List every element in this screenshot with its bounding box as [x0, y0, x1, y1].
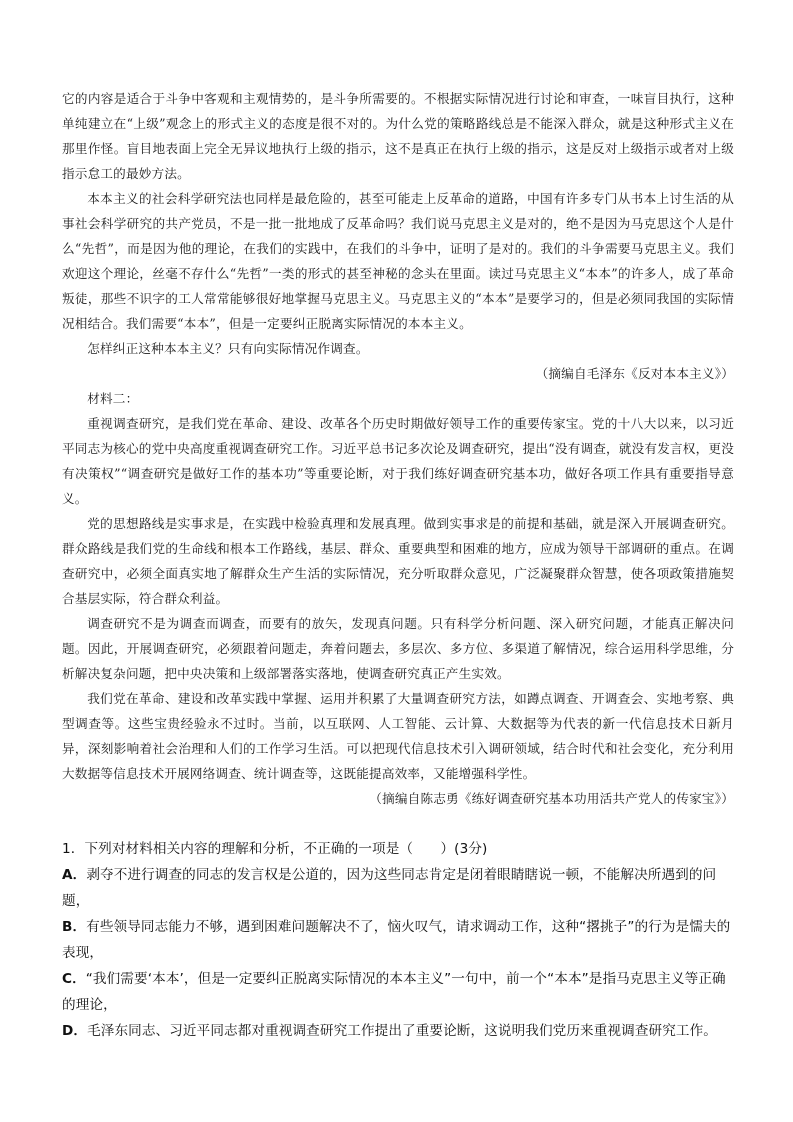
reading-passage: [62, 86, 734, 811]
option-c-key: C．: [62, 971, 86, 987]
option-d: [62, 1018, 738, 1044]
option-a: [62, 862, 738, 914]
option-a-key: A．: [62, 867, 87, 883]
question-stem: 1．下列对材料相关内容的理解和分析，不正确的一项是（ ）(3分): [62, 841, 488, 857]
material2-label: 材料二：: [87, 391, 139, 406]
material2-paragraph-1: 重视调查研究，是我们党在革命、建设、改革各个历史时期做好领导工作的重要传家宝。党的十八大以来，以习近平同志为核心的党中央高度重视调查研究工作。习近平总书记多次论及调查研究，提出“没有调查，就没有发言权，更没有决策权”“调查研究是做好工作的基本功”等重要论断，对于我们练好调查研究基本功，做好各项工作具有重要指导意义。: [62, 416, 734, 506]
option-a-text: 剥夺不进行调查的同志的发言权是公道的，因为这些同志肯定是闭着眼睛瞎说一顿，不能解决所遇到的问题，: [62, 867, 717, 909]
option-d-text: 毛泽东同志、习近平同志都对重视调查研究工作提出了重要论断，这说明我们党历来重视调查研究工作。: [87, 1023, 717, 1039]
question-block: [62, 836, 738, 1044]
material2-paragraph-3: 调查研究不是为调查而调查，而要有的放矢，发现真问题。只有科学分析问题、深入研究问题，才能真正解决问题。因此，开展调查研究，必须跟着问题走，奔着问题去，多层次、多方位、多渠道了解情况，综合运用科学思维，分析解决复杂问题，把中央决策和上级部署落实落地，使调查研究真正产生实效。: [62, 616, 734, 681]
option-c: [62, 966, 738, 1018]
material2-source: （摘编自陈志勇《练好调查研究基本功用活共产党人的传家宝》）: [369, 791, 734, 806]
option-b-text: 有些领导同志能力不够，遇到困难问题解决不了，恼火叹气，请求调动工作，这种“撂挑子”的行为是懦夫的表现，: [62, 919, 731, 961]
option-b: [62, 914, 738, 966]
option-c-text: “我们需要‘本本’，但是一定要纠正脱离实际情况的本本主义”一句中，前一个“本本”是指马克思主义等正确的理论，: [62, 971, 726, 1013]
option-b-key: B．: [62, 919, 87, 935]
material2-paragraph-4: 我们党在革命、建设和改革实践中掌握、运用并积累了大量调查研究方法，如蹲点调查、开调查会、实地考察、典型调查等。这些宝贵经验永不过时。当前，以互联网、人工智能、云计算、大数据等为代表的新一代信息技术日新月异，深刻影响着社会治理和人们的工作学习生活。可以把现代信息技术引入调研领域，结合时代和社会变化，充分利用大数据等信息技术开展网络调查、统计调查等，这既能提高效率，又能增强科学性。: [62, 691, 734, 781]
material1-source: （摘编自毛泽东《反对本本主义》）: [535, 366, 734, 381]
material2-paragraph-2: 党的思想路线是实事求是，在实践中检验真理和发展真理。做到实事求是的前提和基础，就是深入开展调查研究。群众路线是我们党的生命线和根本工作路线，基层、群众、重要典型和困难的地方，应成为领导干部调研的重点。在调查研究中，必须全面真实地了解群众生产生活的实际情况，充分听取群众意见，广泛凝聚群众智慧，使各项政策措施契合基层实际，符合群众利益。: [62, 516, 734, 606]
option-d-key: D．: [62, 1023, 88, 1039]
material1-paragraph-2: 本本主义的社会科学研究法也同样是最危险的，甚至可能走上反革命的道路，中国有许多专门从书本上讨生活的从事社会科学研究的共产党员，不是一批一批地成了反革命吗？我们说马克思主义是对的，绝不是因为马克思这个人是什么“先哲”，而是因为他的理论，在我们的实践中，在我们的斗争中，证明了是对的。我们的斗争需要马克思主义。我们欢迎这个理论，丝毫不存什么“先哲”一类的形式的甚至神秘的念头在里面。读过马克思主义“本本”的许多人，成了革命叛徒，那些不识字的工人常常能够很好地掌握马克思主义。马克思主义的“本本”是要学习的，但是必须同我国的实际情况相结合。我们需要“本本”，但是一定要纠正脱离实际情况的本本主义。: [62, 191, 734, 331]
material1-paragraph-3: 怎样纠正这种本本主义？只有向实际情况作调查。: [87, 341, 369, 356]
material1-paragraph-1: 它的内容是适合于斗争中客观和主观情势的，是斗争所需要的。不根据实际情况进行讨论和审查，一味盲目执行，这种单纯建立在“上级”观念上的形式主义的态度是很不对的。为什么党的策略路线总是不能深入群众，就是这种形式主义在那里作怪。盲目地表面上完全无异议地执行上级的指示，这不是真正在执行上级的指示，这是反对上级指示或者对上级指示怠工的最妙方法。: [62, 91, 734, 181]
